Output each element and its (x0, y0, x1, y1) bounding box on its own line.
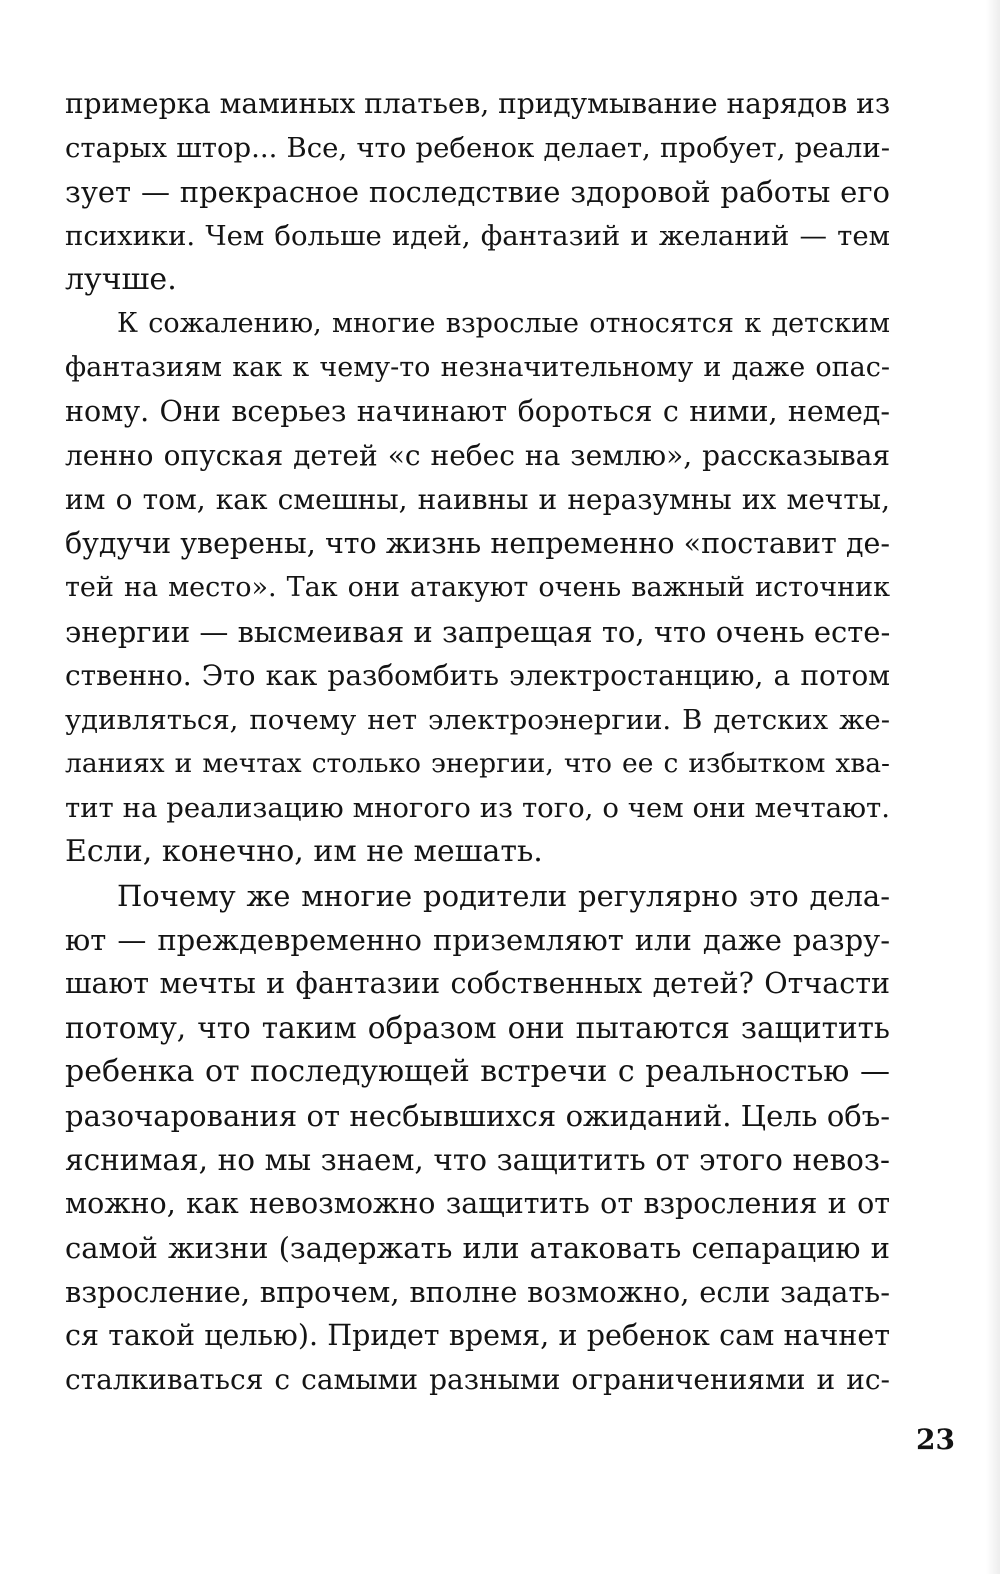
text-line: фантазиям как к чему-то незначительному и даже опас- (65, 352, 890, 383)
text-line: самой жизни (задержать или атаковать сепарацию и (65, 1231, 890, 1265)
text-line: яснимая, но мы знаем, что защитить от этого невоз- (65, 1143, 890, 1177)
text-line: Почему же многие родители регулярно это дела- (117, 879, 890, 913)
text-line: разочарования от несбывшихся ожиданий. Цель объ- (65, 1099, 890, 1133)
text-line: можно, как невозможно защитить от взросления и от (65, 1187, 890, 1220)
text-line: взросление, впрочем, вполне возможно, если задать- (65, 1275, 890, 1309)
text-line: ланиях и мечтах столько энергии, что ее с избытком хва- (65, 748, 890, 779)
text-line: ют — преждевременно приземляют или даже разру- (65, 923, 890, 957)
page-number: 23 (916, 1423, 955, 1456)
text-line: ся такой целью). Придет время, и ребенок сам начнет (65, 1319, 890, 1352)
text-line: энергии — высмеивая и запрещая то, что очень есте- (65, 615, 890, 649)
text-line: сталкиваться с самыми разными ограничениями и ис- (65, 1363, 890, 1396)
text-line: удивляться, почему нет электроэнергии. В детских же- (65, 704, 890, 736)
paragraph (65, 874, 890, 1402)
text-line: старых штор... Все, что ребенок делает, пробует, реали- (65, 132, 890, 164)
text-line: тей на место». Так они атакуют очень важный источник (65, 572, 890, 603)
text-line: ленно опуская детей «с небес на землю», рассказывая (65, 439, 890, 472)
text-line: тит на реализацию многого из того, о чем они мечтают. (65, 792, 890, 824)
text-line: Если, конечно, им не мешать. (65, 834, 543, 869)
paragraph (65, 302, 890, 874)
text-line: лучше. (65, 262, 177, 297)
text-line: К сожалению, многие взрослые относятся к детским (117, 308, 890, 339)
text-line: психики. Чем больше идей, фантазий и желаний — тем (65, 220, 890, 252)
text-line: примерка маминых платьев, придумывание нарядов из (65, 87, 890, 120)
page-edge-shadow (986, 0, 1000, 1574)
text-line: ному. Они всерьез начинают бороться с ними, немед- (65, 395, 890, 428)
text-line: ственно. Это как разбомбить электростанцию, а потом (65, 659, 890, 692)
text-line: зует — прекрасное последствие здоровой работы его (65, 175, 890, 209)
text-line: им о том, как смешны, наивны и неразумны их мечты, (65, 483, 890, 516)
text-line: шают мечты и фантазии собственных детей? Отчасти (65, 967, 890, 1000)
text-line: потому, что таким образом они пытаются защитить (65, 1011, 890, 1045)
text-line: будучи уверены, что жизнь непременно «поставит де- (65, 527, 890, 560)
body-text (65, 82, 890, 1402)
paragraph (65, 82, 890, 302)
text-line: ребенка от последующей встречи с реальностью — (65, 1054, 890, 1089)
